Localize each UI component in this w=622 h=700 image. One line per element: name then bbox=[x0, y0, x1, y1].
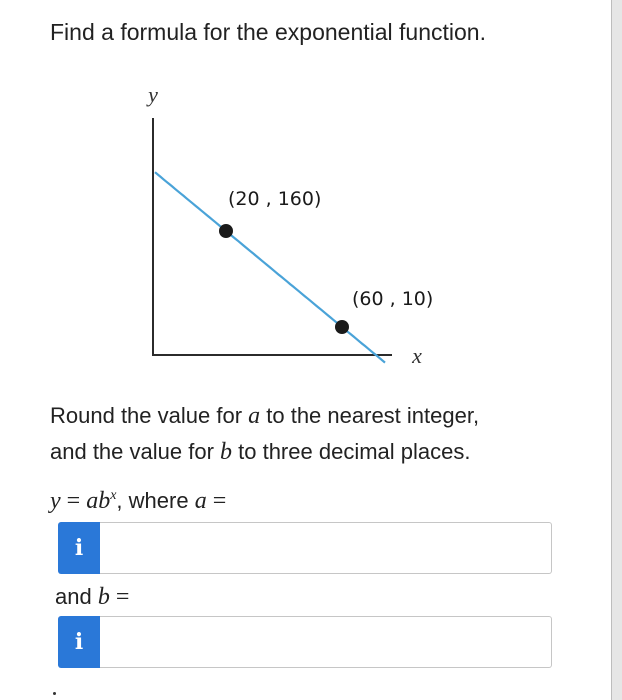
answer-a-input[interactable] bbox=[100, 522, 552, 574]
formula-equals-a: = bbox=[206, 488, 227, 514]
instructions-text-1: Round the value for bbox=[50, 403, 249, 428]
label-b-equals: = bbox=[109, 584, 130, 610]
variable-b: b bbox=[220, 439, 233, 465]
label-and: and bbox=[55, 584, 98, 609]
formula-a: a bbox=[194, 488, 207, 514]
label-b-variable: b bbox=[97, 584, 110, 610]
answer-b-label bbox=[55, 580, 129, 614]
scroll-gutter bbox=[612, 0, 622, 700]
data-point-1-label: (20 , 160) bbox=[228, 188, 322, 210]
instructions-text-2: to the nearest integer, bbox=[260, 403, 480, 428]
formula-y: y bbox=[50, 488, 61, 514]
answer-b-row bbox=[58, 616, 554, 668]
instructions-text-3: and the value for bbox=[50, 439, 221, 464]
data-point-1 bbox=[219, 224, 233, 238]
formula-line bbox=[50, 484, 226, 518]
y-axis-label: y bbox=[148, 82, 158, 107]
instructions-text-4: to three decimal places. bbox=[232, 439, 471, 464]
question-title: Find a formula for the exponential function. bbox=[50, 19, 486, 45]
answer-b-input[interactable] bbox=[100, 616, 552, 668]
instructions bbox=[50, 398, 590, 470]
variable-a: a bbox=[248, 403, 261, 429]
formula-ab: ab bbox=[86, 488, 111, 514]
bullet-dot bbox=[53, 692, 56, 695]
data-point-2-label: (60 , 10) bbox=[352, 288, 434, 310]
formula-exponent: x bbox=[110, 488, 117, 503]
formula-equals: = bbox=[60, 488, 87, 514]
data-point-2 bbox=[335, 320, 349, 334]
exponential-graph bbox=[120, 78, 460, 378]
formula-where: , where bbox=[116, 488, 195, 513]
x-axis-label: x bbox=[412, 343, 422, 368]
info-icon[interactable]: i bbox=[58, 616, 100, 668]
info-icon[interactable]: i bbox=[58, 522, 100, 574]
answer-a-row bbox=[58, 522, 554, 574]
